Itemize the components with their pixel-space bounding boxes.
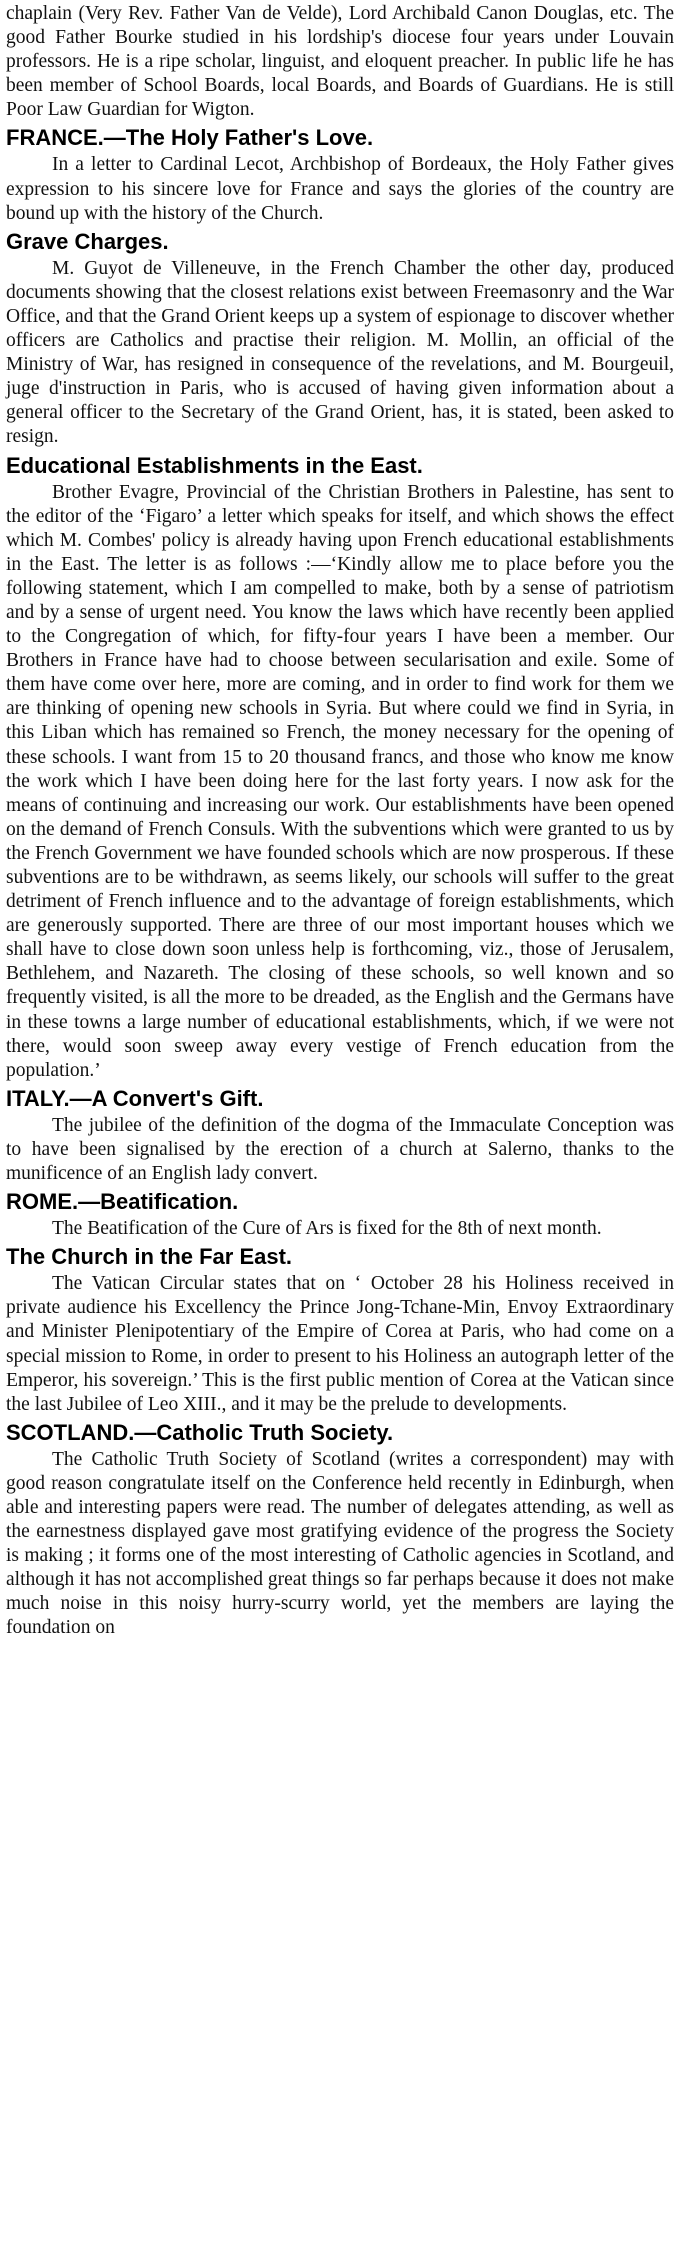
article-heading: SCOTLAND.—Catholic Truth Society. (6, 1419, 394, 1445)
article-body: In a letter to Cardinal Lecot, Archbishop of Bordeaux, the Holy Father gives expression to his sincere love for France and says the glories of the country are bound up with the history of the Church. (6, 154, 674, 224)
article-body: M. Guyot de Villeneuve, in the French Chamber the other day, produced documents showing that the closest relations exist between Freemasonry and the War Office, and that the Grand Orient keeps up a system of espionage to discover whether officers are Catholics and practise their religion. M. Mollin, an official of the Ministry of War, has resigned in consequence of the revelations, and M. Bourgeuil, juge d'instruction in Paris, who is accused of having given information about a general officer to the Secretary of the Grand Orient, has, it is stated, been asked to resign. (6, 257, 674, 448)
article-heading: FRANCE.—The Holy Father's Love. (6, 125, 374, 151)
article-body: The jubilee of the definition of the dogma of the Immaculate Conception was to have been signalised by the erection of a church at Salerno, thanks to the munificence of an English lady convert. (6, 1114, 674, 1185)
article-heading: ROME.—Beatification. (6, 1189, 239, 1215)
article-rome (6, 1187, 674, 1241)
article-body: The Vatican Circular states that on ‘ October 28 his Holiness received in private audience his Excellency the Prince Jong-Tchane-Min, Envoy Extraordinary and Minister Plenipotentiary of the Empire of Corea at Paris, who had come on a special mission to Rome, in order to present to his Holiness an autograph letter of the Emperor, his sovereign.’ This is the first public mention of Corea at the Vatican since the last Jubilee of Leo XIII., and it may be the prelude to developments. (6, 1273, 674, 1415)
article-heading: Educational Establishments in the East. (6, 452, 423, 478)
article-body: The Catholic Truth Society of Scotland (writes a correspondent) may with good reason congratulate itself on the Conference held recently in Edinburgh, when able and interesting papers were read. The number of delegates attending, as well as the earnestness displayed gave most gratifying evidence of the progress the Society is making ; it forms one of the most interesting of Catholic agencies in Scotland, and although it has not accomplished great things so far perhaps because it does not make much noise in this noisy hurry-scurry world, yet the members are laying the foundation on (6, 1448, 674, 1639)
article-educational-establishments (6, 451, 674, 1083)
article-italy (6, 1084, 674, 1186)
article-heading: The Church in the Far East. (6, 1244, 293, 1270)
article-far-east (6, 1242, 674, 1417)
article-france (6, 123, 674, 225)
article-body: The Beatification of the Cure of Ars is fixed for the 8th of next month. (52, 1218, 602, 1240)
article-body: chaplain (Very Rev. Father Van de Velde), Lord Archibald Canon Douglas, etc. The good Father Bourke studied in his lordship's diocese four years under Louvain professors. He is a ripe scholar, linguist, and eloquent preacher. In public life he has been member of School Boards, local Boards, and Boards of Guardians. He is still Poor Law Guardian for Wigton. (6, 3, 674, 121)
article-lord-archibald (6, 2, 674, 122)
article-body: Brother Evagre, Provincial of the Christian Brothers in Palestine, has sent to the editor of the ‘Figaro’ a letter which speaks for itself, and which shows the effect which M. Combes' policy is already having upon French educational establishments in the East. The letter is as follows :—‘Kindly allow me to place before you the following statement, which I am compelled to make, both by a sense of patriotism and by a sense of urgent need. You know the laws which have recently been applied to the Congregation of which, for fifty-four years I have been a member. Our Brothers in France have had to choose between secularisation and exile. Some of them have come over here, more are coming, and in order to find work for them we are thinking of opening new schools in Syria. But where could we find in Syria, in this Liban which has remained so French, the money necessary for the opening of these schools. I want from 15 to 20 thousand francs, and those who know me know the work which I have been doing here for the last forty years. I now ask for the means of continuing and increasing our work. Our establishments have been opened on the demand of French Consuls. With the subventions which were granted to us by the French Government we have founded schools which are now prosperous. If these subventions are to be withdrawn, as seems likely, our schools will suffer to the great detriment of French influence and to the advantage of foreign establishments, which are generously supported. There are three of our most important houses which we shall have to close down soon unless help is forthcoming, viz., those of Jerusalem, Bethlehem, and Nazareth. The closing of these schools, so well known and so frequently visited, is all the more to be dreaded, as the English and the Germans have in these towns a large number of educational establishments, which, if we were not there, would soon sweep away every vestige of French education from the population.’ (6, 481, 674, 1081)
article-heading: ITALY.—A Convert's Gift. (6, 1085, 264, 1111)
article-heading: Grave Charges. (6, 228, 169, 254)
article-grave-charges (6, 227, 674, 450)
article-scotland (6, 1418, 674, 1641)
